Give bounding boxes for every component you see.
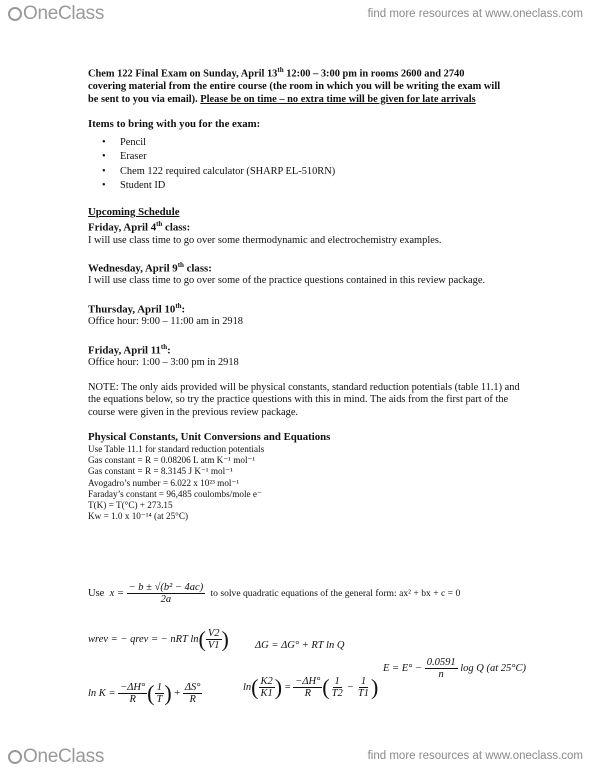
- vh2-enthalpy-fraction: [293, 676, 322, 699]
- schedule-text-4: Office hour: 1:00 – 3:00 pm in 2918: [88, 356, 239, 368]
- list-item: • Student ID: [120, 179, 528, 194]
- items-heading: Items to bring with you for the exam:: [88, 118, 261, 131]
- reversible-work-equation: wrev = − qrev = − nRT ln( $\frac{V2}{V1}$ ): [88, 626, 229, 652]
- late-arrival-warning: Please be on time – no extra time will be given for late arrivals: [200, 93, 476, 105]
- constant-line: Kw = 1.0 x 10⁻¹⁴ (at 25°C): [88, 511, 189, 522]
- vant-hoff-equation: ln K = $\frac{-\Delta H^\circ}{R}$ ( $\frac{1}{T}$ ) + $\frac{\Delta S^\circ}{R}$: [88, 680, 201, 706]
- vh2-minus: −: [347, 681, 354, 693]
- quadratic-suffix: to solve quadratic equations of the general form: ax² + bx + c = 0: [210, 587, 461, 599]
- nernst-rhs: log Q (at 25°C): [460, 662, 526, 674]
- tagline-link[interactable]: find more resources at www.oneclass.com: [367, 8, 583, 20]
- intro-sup: th: [277, 66, 284, 74]
- list-item: • Chem 122 required calculator (SHARP EL-510RN): [120, 165, 528, 180]
- schedule-day-1: [88, 218, 528, 234]
- constant-line: Avogadro’s number = 6.022 x 10²³ mol⁻¹: [88, 477, 240, 488]
- day-suffix: :: [167, 344, 171, 357]
- items-list: [88, 136, 528, 194]
- constant-line: T(K) = T(°C) + 273.15: [88, 499, 173, 510]
- day-sup: th: [175, 302, 182, 310]
- list-item: • Eraser: [120, 150, 528, 165]
- vh2-equals: =: [284, 681, 291, 693]
- vh2-t1-den: T1: [357, 688, 369, 699]
- vh-den2: R: [189, 694, 196, 705]
- schedule-day-3: [88, 300, 528, 316]
- vh2-t2-fraction: [330, 676, 345, 699]
- vant-hoff-two-point-equation: ln( $\frac{K2}{K1}$ ) = $\frac{-\Delta H^\circ}{R}$ ( $\frac{1}{T2}$ − $\frac{1}{T1}$ ): [243, 674, 379, 700]
- schedule-heading: Upcoming Schedule: [88, 205, 180, 218]
- quadratic-denominator: 2a: [160, 594, 172, 605]
- schedule-day-2: [88, 259, 528, 275]
- vh-num2: ΔS°: [184, 682, 201, 693]
- vh-entropy-fraction: [183, 682, 203, 705]
- intro-line3: be sent to you via email).: [88, 93, 201, 105]
- vh-num1: −ΔH°: [120, 682, 146, 693]
- volume-ratio: [206, 628, 222, 651]
- vh-temp-fraction: [155, 682, 165, 705]
- constant-line: Faraday’s constant = 96,485 coulombs/mole e⁻: [88, 488, 262, 499]
- constants-heading: Physical Constants, Unit Conversions and Equations: [88, 431, 331, 444]
- vh2-t2-den: T2: [331, 688, 343, 699]
- vh-mid-num: 1: [156, 682, 163, 693]
- vh2-k-ratio: [259, 676, 275, 699]
- day-label: Friday, April 4: [88, 222, 157, 235]
- wrev-denominator: V1: [207, 640, 220, 651]
- vh2-ln: ln: [243, 681, 252, 693]
- tagline-link-footer[interactable]: find more resources at www.oneclass.com: [367, 750, 583, 762]
- vh-enthalpy-fraction: [118, 682, 147, 705]
- footer-brand-bar: [0, 740, 595, 770]
- nernst-fraction: [425, 657, 458, 680]
- day-sup: th: [156, 220, 163, 229]
- day-label: Wednesday, April 9: [88, 262, 178, 275]
- day-suffix: class:: [162, 222, 191, 235]
- wrev-numerator: V2: [207, 628, 220, 639]
- day-sup: th: [160, 342, 168, 351]
- quadratic-prefix: Use: [88, 587, 105, 599]
- vh-den1: R: [129, 694, 136, 705]
- aids-note: NOTE: The only aids provided will be physical constants, standard reduction potentials (table 11.1) and the equations below, so try the practice questions with this in mind. The aids from the first part of the course were given in the previous review package.: [88, 381, 520, 418]
- header-brand-bar: [0, 0, 595, 30]
- vh2-k-num: K2: [260, 676, 273, 687]
- oneclass-logo[interactable]: [8, 3, 104, 25]
- vh2-t1-fraction: [356, 676, 371, 699]
- intro-line1-post: 12:00 – 3:00 pm in rooms 2600 and 2740: [283, 68, 465, 80]
- logo-text: OneClass: [23, 746, 105, 767]
- oneclass-logo-footer[interactable]: [8, 746, 104, 768]
- gibbs-text: ΔG = ΔG° + RT ln Q: [255, 640, 345, 651]
- constants-list: [88, 444, 528, 522]
- nernst-lhs: E = E° −: [383, 662, 423, 674]
- constant-line: Use Table 11.1 for standard reduction potentials: [88, 443, 265, 454]
- vh-mid-den: T: [156, 694, 163, 705]
- quadratic-fraction: [127, 582, 206, 605]
- nernst-numerator: 0.0591: [426, 657, 456, 668]
- constant-line: Gas constant = R = 8.3145 J K⁻¹ mol⁻¹: [88, 466, 233, 477]
- document-body: [88, 64, 528, 522]
- day-suffix: class:: [183, 262, 212, 275]
- logo-ring-icon: [8, 750, 22, 764]
- vh2-k-den: K1: [260, 688, 273, 699]
- schedule-day-4: [88, 341, 528, 357]
- constant-line: Gas constant = R = 0.08206 L atm K⁻¹ mol⁻¹: [88, 455, 256, 466]
- day-sup: th: [177, 261, 184, 270]
- vh2-t1-num: 1: [360, 676, 367, 687]
- day-label: Friday, April 11: [88, 344, 161, 357]
- quadratic-numerator: − b ± √(b² − 4ac): [128, 582, 204, 593]
- schedule-text-2: I will use class time to go over some of the practice questions contained in this review package.: [88, 275, 486, 287]
- intro-line1: Chem 122 Final Exam on Sunday, April 13: [88, 68, 278, 80]
- quadratic-formula: [88, 582, 460, 605]
- list-item: • Pencil: [120, 136, 528, 151]
- wrev-lhs: wrev = − qrev = − nRT ln: [88, 633, 199, 645]
- vh-lhs: ln K =: [88, 687, 116, 699]
- day-label: Thursday, April 10: [88, 303, 176, 316]
- exam-announcement: [88, 64, 528, 106]
- gibbs-equation: [255, 640, 344, 651]
- day-suffix: :: [181, 303, 186, 316]
- vh2-den: R: [304, 688, 311, 699]
- nernst-equation: [383, 657, 526, 680]
- intro-line2: covering material from the entire course (the room in which you will be writing the exam will: [88, 81, 501, 93]
- quadratic-lhs: x =: [109, 587, 124, 599]
- vh-plus: +: [174, 687, 181, 699]
- schedule-text-3: Office hour: 9:00 – 11:00 am in 2918: [88, 316, 243, 328]
- schedule-text-1: I will use class time to go over some thermodynamic and electrochemistry examples.: [88, 234, 442, 246]
- vh2-t2-num: 1: [334, 676, 340, 687]
- vh2-num: −ΔH°: [295, 676, 321, 687]
- logo-text: OneClass: [23, 3, 105, 24]
- logo-ring-icon: [8, 7, 22, 21]
- nernst-denominator: n: [438, 669, 444, 680]
